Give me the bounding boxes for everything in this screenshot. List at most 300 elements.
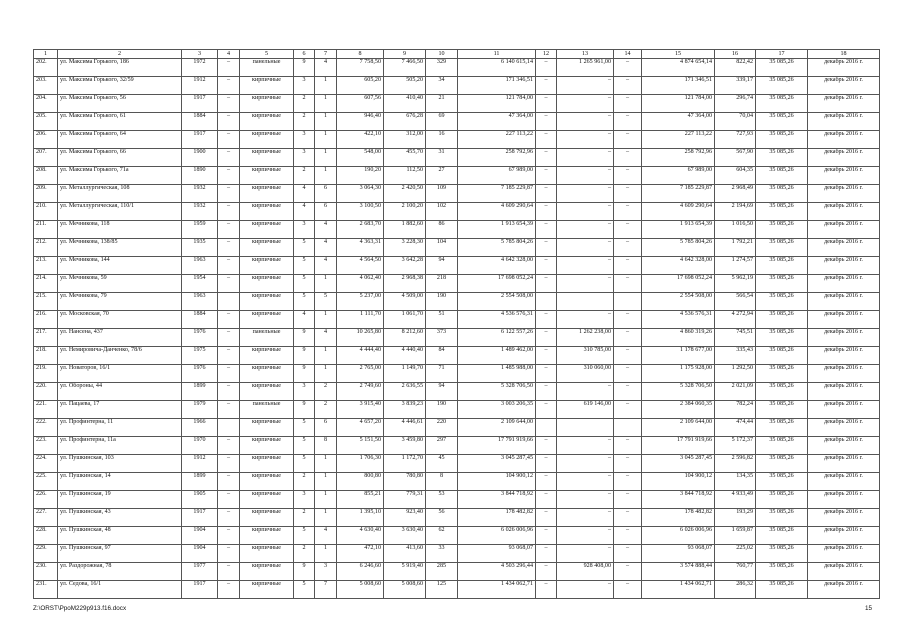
table-cell: 1917 [182, 131, 218, 149]
table-cell: 4 933,49 [715, 491, 756, 509]
table-cell: 9 [294, 563, 315, 581]
table-cell: – [614, 383, 642, 401]
table-cell: 566,54 [715, 293, 756, 311]
table-cell: 86 [426, 221, 458, 239]
table-cell: 1 [315, 95, 337, 113]
table-cell: 35 085,26 [756, 347, 808, 365]
table-cell: – [536, 527, 557, 545]
table-cell: декабрь 2016 г. [808, 563, 880, 581]
table-cell: – [614, 59, 642, 77]
table-cell: – [218, 239, 240, 257]
table-body [34, 59, 880, 599]
table-cell: 35 085,26 [756, 311, 808, 329]
table-cell: декабрь 2016 г. [808, 131, 880, 149]
table-cell: 329 [426, 59, 458, 77]
table-cell: 9 [294, 59, 315, 77]
table-cell: 171 346,51 [458, 77, 536, 95]
table-cell: – [218, 527, 240, 545]
table-cell: 4 [315, 527, 337, 545]
table-cell: ул. Пушкинская, 14 [58, 473, 182, 491]
table-cell: 229. [34, 545, 58, 563]
table-cell: кирпичные [240, 149, 294, 167]
table-cell: – [614, 257, 642, 275]
table-cell: – [614, 473, 642, 491]
table-cell: ул. Мечникова, 118 [58, 221, 182, 239]
table-cell: декабрь 2016 г. [808, 383, 880, 401]
table-row [34, 167, 880, 185]
table-cell: 35 085,26 [756, 437, 808, 455]
table-cell: 7 758,50 [337, 59, 384, 77]
table-cell: 93 068,07 [458, 545, 536, 563]
table-cell: кирпичные [240, 383, 294, 401]
table-cell: 1912 [182, 455, 218, 473]
table-cell: 215. [34, 293, 58, 311]
column-header: 16 [715, 50, 756, 59]
table-cell: 4 536 576,31 [458, 311, 536, 329]
table-cell: 3 [294, 383, 315, 401]
table-cell: кирпичные [240, 167, 294, 185]
table-cell: кирпичные [240, 95, 294, 113]
table-cell: декабрь 2016 г. [808, 527, 880, 545]
table-row [34, 401, 880, 419]
table-cell: ул. Пушкинская, 19 [58, 491, 182, 509]
table-cell: 93 068,07 [642, 545, 715, 563]
table-cell: – [218, 77, 240, 95]
table-cell: 206. [34, 131, 58, 149]
table-cell: 70,04 [715, 113, 756, 131]
table-cell: 1890 [182, 167, 218, 185]
table-cell: 5 [294, 419, 315, 437]
table-row [34, 95, 880, 113]
table-cell: кирпичные [240, 581, 294, 599]
table-cell: кирпичные [240, 311, 294, 329]
table-cell: 1970 [182, 437, 218, 455]
table-cell: ул. Обороны, 44 [58, 383, 182, 401]
table-cell: ул. Максима Горького, 56 [58, 95, 182, 113]
table-cell: 104 900,12 [458, 473, 536, 491]
table-cell: декабрь 2016 г. [808, 509, 880, 527]
table-row [34, 527, 880, 545]
column-header: 2 [58, 50, 182, 59]
table-cell: ул. Металлургическая, 108 [58, 185, 182, 203]
table-row [34, 473, 880, 491]
table-cell: 227 113,22 [458, 131, 536, 149]
table-cell: 121 784,00 [458, 95, 536, 113]
table-cell: – [614, 77, 642, 95]
table-cell: – [536, 185, 557, 203]
table-cell: 227. [34, 509, 58, 527]
table-cell: 5 008,60 [384, 581, 426, 599]
table-cell: декабрь 2016 г. [808, 545, 880, 563]
column-header: 6 [294, 50, 315, 59]
table-cell: 31 [426, 149, 458, 167]
table-row [34, 581, 880, 599]
table-cell: – [557, 239, 614, 257]
table-cell: – [218, 95, 240, 113]
column-number-row [34, 50, 880, 59]
table-cell: – [536, 437, 557, 455]
table-cell: 8 [315, 437, 337, 455]
table-cell: 946,40 [337, 113, 384, 131]
table-cell: – [557, 203, 614, 221]
table-cell: 1 111,70 [337, 311, 384, 329]
table-cell: ул. Мечникова, 138/85 [58, 239, 182, 257]
table-cell: 5 [294, 437, 315, 455]
table-cell: 5 [294, 293, 315, 311]
table-cell: 619 146,00 [557, 401, 614, 419]
table-row [34, 113, 880, 131]
column-header: 17 [756, 50, 808, 59]
table-cell: 67 989,00 [642, 167, 715, 185]
table-cell: 207. [34, 149, 58, 167]
table-cell: 7 466,50 [384, 59, 426, 77]
table-row [34, 185, 880, 203]
table-cell: 1 434 062,71 [642, 581, 715, 599]
table-cell: – [218, 509, 240, 527]
table-cell: – [557, 167, 614, 185]
table-cell: 1963 [182, 257, 218, 275]
table-cell: 104 900,12 [642, 473, 715, 491]
table-cell: декабрь 2016 г. [808, 419, 880, 437]
table-cell: 2 [315, 401, 337, 419]
table-cell: – [536, 77, 557, 95]
table-cell: 1 [315, 545, 337, 563]
table-cell: 8 [426, 473, 458, 491]
table-cell: 190,20 [337, 167, 384, 185]
table-cell: – [536, 239, 557, 257]
table-cell: 1963 [182, 293, 218, 311]
table-cell: – [218, 149, 240, 167]
table-cell: 227 113,22 [642, 131, 715, 149]
table-cell: – [536, 473, 557, 491]
table-cell: 1 178 677,00 [642, 347, 715, 365]
table-cell [218, 293, 240, 311]
table-cell: – [218, 329, 240, 347]
table-cell: 35 085,26 [756, 77, 808, 95]
table-cell: 607,56 [337, 95, 384, 113]
table-cell: – [218, 185, 240, 203]
table-cell: 285 [426, 563, 458, 581]
table-cell: 224. [34, 455, 58, 473]
table-row [34, 455, 880, 473]
table-row [34, 419, 880, 437]
table-cell: 47 364,00 [642, 113, 715, 131]
table-cell: 35 085,26 [756, 473, 808, 491]
table-cell: – [557, 545, 614, 563]
table-cell: – [218, 563, 240, 581]
table-cell: 6 [315, 419, 337, 437]
table-cell: 35 085,26 [756, 95, 808, 113]
table-cell: 1 [315, 473, 337, 491]
table-cell: – [557, 131, 614, 149]
table-row [34, 437, 880, 455]
table-cell: – [218, 545, 240, 563]
table-cell: 410,40 [384, 95, 426, 113]
table-cell: кирпичные [240, 239, 294, 257]
table-cell: декабрь 2016 г. [808, 95, 880, 113]
table-cell: 1899 [182, 383, 218, 401]
table-cell: кирпичные [240, 365, 294, 383]
table-cell: 220 [426, 419, 458, 437]
table-cell: 1917 [182, 581, 218, 599]
table-cell: кирпичные [240, 563, 294, 581]
table-cell: 5 [294, 455, 315, 473]
table-row [34, 221, 880, 239]
table-cell: 3 [294, 149, 315, 167]
table-cell: 1917 [182, 509, 218, 527]
table-cell: – [218, 221, 240, 239]
table-cell: 413,60 [384, 545, 426, 563]
table-cell: – [614, 563, 642, 581]
table-cell: 56 [426, 509, 458, 527]
table-cell: – [218, 257, 240, 275]
column-header: 18 [808, 50, 880, 59]
table-cell: 4 874 654,14 [642, 59, 715, 77]
table-cell: 221. [34, 401, 58, 419]
table-cell: 6 140 615,14 [458, 59, 536, 77]
table-cell: 17 698 052,24 [458, 275, 536, 293]
table-cell: ул. Максима Горького, 66 [58, 149, 182, 167]
table-cell: 2 [294, 545, 315, 563]
table-cell: – [557, 257, 614, 275]
table-cell: 35 085,26 [756, 509, 808, 527]
table-cell: 2 968,38 [384, 275, 426, 293]
table-cell: 1 061,70 [384, 311, 426, 329]
table-cell: 1932 [182, 203, 218, 221]
table-cell: 27 [426, 167, 458, 185]
table-cell: – [614, 311, 642, 329]
table-cell: – [218, 383, 240, 401]
table-cell: 35 085,26 [756, 527, 808, 545]
column-header: 5 [240, 50, 294, 59]
table-cell: 4 609 290,64 [642, 203, 715, 221]
table-cell: 220. [34, 383, 58, 401]
table-cell: ул. Пушкинская, 97 [58, 545, 182, 563]
table-cell: 102 [426, 203, 458, 221]
table-cell: 2 021,09 [715, 383, 756, 401]
table-cell: 474,44 [715, 419, 756, 437]
table-cell [614, 293, 642, 311]
table-cell: 4 [294, 311, 315, 329]
column-header: 8 [337, 50, 384, 59]
table-cell: кирпичные [240, 545, 294, 563]
column-header: 3 [182, 50, 218, 59]
table-cell: ул. Пушкинская, 103 [58, 455, 182, 473]
table-cell: – [218, 365, 240, 383]
table-row [34, 293, 880, 311]
table-cell: 5 [294, 275, 315, 293]
table-cell: декабрь 2016 г. [808, 203, 880, 221]
table-cell: – [218, 455, 240, 473]
table-cell: – [536, 383, 557, 401]
table-cell: 1 [315, 311, 337, 329]
table-cell: 9 [294, 347, 315, 365]
table-cell: 3 459,80 [384, 437, 426, 455]
table-cell: 225. [34, 473, 58, 491]
table-cell: кирпичные [240, 257, 294, 275]
table-cell: – [218, 491, 240, 509]
table-cell: – [614, 545, 642, 563]
table-cell: 4 [315, 239, 337, 257]
table-cell: – [218, 311, 240, 329]
table-cell: ул. Пушкинская, 43 [58, 509, 182, 527]
table-cell: 1 913 654,39 [458, 221, 536, 239]
table-cell: 226. [34, 491, 58, 509]
table-cell: 219. [34, 365, 58, 383]
table-cell: 204. [34, 95, 58, 113]
table-cell: ул. Пацаева, 17 [58, 401, 182, 419]
table-cell: 1976 [182, 329, 218, 347]
table-cell: декабрь 2016 г. [808, 455, 880, 473]
table-cell: 6 026 006,96 [642, 527, 715, 545]
table-cell: 203. [34, 77, 58, 95]
table-row [34, 509, 880, 527]
table-cell: кирпичные [240, 185, 294, 203]
table-cell: декабрь 2016 г. [808, 491, 880, 509]
table-cell: 4 [315, 257, 337, 275]
table-cell: 1 [315, 131, 337, 149]
table-cell: 472,10 [337, 545, 384, 563]
table-cell: 1 149,70 [384, 365, 426, 383]
table-cell: – [557, 383, 614, 401]
table-cell: – [536, 59, 557, 77]
table-cell: – [557, 95, 614, 113]
table-cell: – [557, 437, 614, 455]
table-cell: – [218, 131, 240, 149]
table-cell: 5 328 706,50 [458, 383, 536, 401]
table-cell: 4 [294, 203, 315, 221]
table-cell: панельные [240, 401, 294, 419]
table-cell: 17 791 919,66 [642, 437, 715, 455]
table-cell: – [536, 167, 557, 185]
table-cell: 4 062,40 [337, 275, 384, 293]
table-cell: – [536, 365, 557, 383]
table-cell: декабрь 2016 г. [808, 473, 880, 491]
table-cell: 67 989,00 [458, 167, 536, 185]
table-cell: 1966 [182, 419, 218, 437]
table-cell: – [557, 455, 614, 473]
table-cell: декабрь 2016 г. [808, 167, 880, 185]
table-cell: 2 [294, 509, 315, 527]
table-cell: 1884 [182, 311, 218, 329]
table-cell: 373 [426, 329, 458, 347]
table-cell: 1932 [182, 185, 218, 203]
table-cell: ул. Профинтерна, 11 [58, 419, 182, 437]
table-cell: 1 [315, 509, 337, 527]
table-cell: 3 [294, 77, 315, 95]
page-number: 15 [865, 605, 873, 612]
table-cell: кирпичные [240, 221, 294, 239]
table-cell: ул. Мечникова, 144 [58, 257, 182, 275]
table-cell: – [614, 95, 642, 113]
table-cell: 2 683,70 [337, 221, 384, 239]
table-cell: 779,31 [384, 491, 426, 509]
table-cell: декабрь 2016 г. [808, 59, 880, 77]
table-cell: 45 [426, 455, 458, 473]
column-header: 10 [426, 50, 458, 59]
table-cell: 9 [294, 401, 315, 419]
table-cell: – [536, 329, 557, 347]
table-cell: 222. [34, 419, 58, 437]
table-cell: 3 100,50 [337, 203, 384, 221]
table-cell: 4 [315, 221, 337, 239]
table-cell: 5 008,60 [337, 581, 384, 599]
table-cell: 217. [34, 329, 58, 347]
table-cell: 35 085,26 [756, 293, 808, 311]
table-cell [218, 419, 240, 437]
table-cell: 6 026 006,96 [458, 527, 536, 545]
table-cell: – [557, 77, 614, 95]
table-row [34, 347, 880, 365]
table-cell: 71 [426, 365, 458, 383]
table-cell: 2 [294, 113, 315, 131]
table-cell: 2 968,49 [715, 185, 756, 203]
register-table [33, 49, 880, 599]
table-cell: – [557, 473, 614, 491]
table-cell: – [614, 365, 642, 383]
table-cell: 205. [34, 113, 58, 131]
table-cell: ул. Максима Горького, 32/59 [58, 77, 182, 95]
table-cell: – [614, 203, 642, 221]
table-cell: декабрь 2016 г. [808, 77, 880, 95]
table-cell [536, 293, 557, 311]
table-cell: 4 363,31 [337, 239, 384, 257]
table-cell: кирпичные [240, 347, 294, 365]
table-cell: – [218, 437, 240, 455]
table-cell: 1 659,87 [715, 527, 756, 545]
table-cell: ул. Нансена, 437 [58, 329, 182, 347]
table-cell: 1884 [182, 113, 218, 131]
table-cell: 35 085,26 [756, 203, 808, 221]
table-cell: 1917 [182, 95, 218, 113]
table-cell: – [557, 527, 614, 545]
table-cell [557, 293, 614, 311]
table-cell: – [536, 149, 557, 167]
table-cell: 3 [294, 131, 315, 149]
table-cell: 1 792,21 [715, 239, 756, 257]
table-cell: – [614, 455, 642, 473]
table-cell: – [218, 401, 240, 419]
table-cell: 4 [315, 329, 337, 347]
table-cell: 2 109 644,00 [642, 419, 715, 437]
table-cell: – [614, 221, 642, 239]
table-cell: 1 [315, 275, 337, 293]
table-cell: 35 085,26 [756, 257, 808, 275]
table-cell: – [614, 149, 642, 167]
table-cell: декабрь 2016 г. [808, 401, 880, 419]
table-cell: 1 265 961,00 [557, 59, 614, 77]
table-cell: – [614, 131, 642, 149]
table-cell: 4 536 576,31 [642, 311, 715, 329]
table-cell: 5 [294, 527, 315, 545]
table-cell: – [218, 347, 240, 365]
table-cell: 208. [34, 167, 58, 185]
table-cell: 4 503 296,44 [458, 563, 536, 581]
table-cell: 134,35 [715, 473, 756, 491]
column-header: 11 [458, 50, 536, 59]
column-header: 9 [384, 50, 426, 59]
table-cell: 4 446,61 [384, 419, 426, 437]
table-cell: – [218, 275, 240, 293]
table-cell: 35 085,26 [756, 185, 808, 203]
table-cell: – [536, 491, 557, 509]
table-cell: 2 100,20 [384, 203, 426, 221]
table-cell: – [614, 185, 642, 203]
table-cell: 212. [34, 239, 58, 257]
table-cell: 5 [315, 293, 337, 311]
table-cell: 109 [426, 185, 458, 203]
table-cell: 3 642,28 [384, 257, 426, 275]
